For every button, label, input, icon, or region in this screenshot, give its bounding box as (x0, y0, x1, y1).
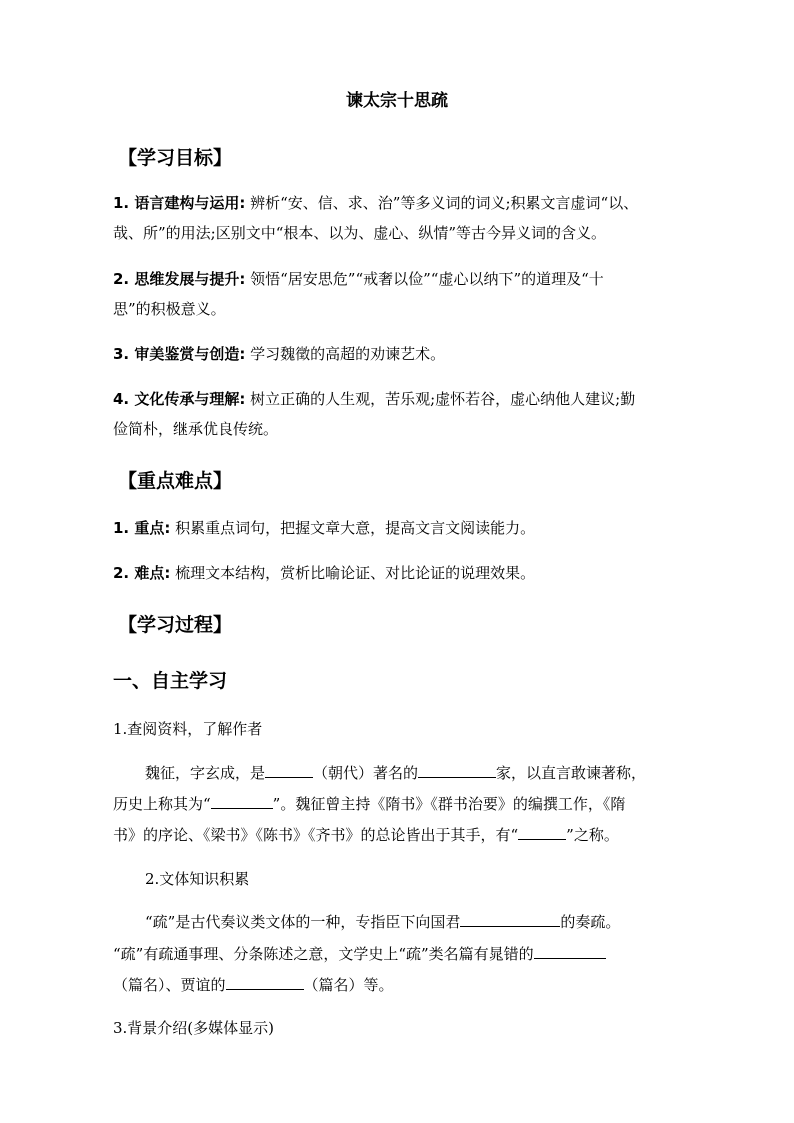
question-3-heading: 3.背景介绍(多媒体显示) (113, 1019, 275, 1037)
objective-text-cont: 俭简朴，继承优良传统。 (113, 420, 279, 438)
question-1-line-3 (113, 820, 619, 850)
question-1-line-2 (113, 789, 625, 819)
objective-item-1 (113, 188, 687, 248)
objective-label: 4. 文化传承与理解: (113, 390, 246, 408)
text-segment: （篇名）等。 (303, 976, 394, 994)
keypoint-item-2 (113, 558, 687, 588)
text-segment: 魏征，字玄成，是 (145, 764, 266, 782)
text-segment: 的奏疏。 (560, 913, 621, 931)
text-segment: （朝代）著名的 (313, 764, 419, 782)
fill-blank[interactable] (534, 940, 606, 959)
text-segment: 历史上称其为“ (113, 795, 211, 813)
question-2-line-2 (113, 939, 606, 969)
fill-blank[interactable] (265, 759, 313, 778)
objective-text: 学习魏徵的高超的劝谏艺术。 (245, 345, 446, 363)
question-2-line-3 (113, 970, 394, 1000)
objective-label: 1. 语言建构与运用: (113, 194, 246, 212)
objective-item-3 (113, 339, 687, 369)
question-1-heading: 1.查阅资料，了解作者 (113, 720, 263, 738)
text-segment: ”。魏征曾主持《隋书》《群书治要》的编撰工作，《隋 (272, 795, 626, 813)
objective-text-cont: 哉、所”的用法;区别文中“根本、以为、虚心、纵情”等古今异义词的含义。 (113, 224, 607, 242)
keypoint-item-1 (113, 513, 687, 543)
fill-blank[interactable] (418, 759, 496, 778)
keypoint-label: 1. 重点: (113, 519, 171, 537)
objective-text: 辨析“安、信、求、治”等多义词的词义;积累文言虚词“以、 (245, 194, 639, 212)
text-segment: 书》的序论、《梁书》《陈书》《齐书》的总论皆出于其手，有“ (113, 826, 519, 844)
objective-label: 2. 思维发展与提升: (113, 270, 246, 288)
part-heading-self-study: 一、自主学习 (113, 670, 228, 692)
keypoint-text: 梳理文本结构，赏析比喻论证、对比论证的说理效果。 (170, 564, 536, 582)
page-title: 谏太宗十思疏 (346, 91, 448, 111)
objective-item-4 (113, 384, 687, 444)
objective-label: 3. 审美鉴赏与创造: (113, 345, 246, 363)
section-header-objectives: 【学习目标】 (118, 147, 233, 169)
keypoint-text: 积累重点词句，把握文章大意，提高文言文阅读能力。 (170, 519, 536, 537)
objective-item-2 (113, 264, 687, 324)
question-1-line-1 (145, 758, 646, 788)
fill-blank[interactable] (226, 971, 304, 990)
fill-blank[interactable] (211, 790, 273, 809)
question-2-heading: 2.文体知识积累 (145, 870, 250, 888)
objective-text: 领悟“居安思危”“戒奢以俭”“虚心以纳下”的道理及“十 (245, 270, 604, 288)
section-header-process: 【学习过程】 (118, 614, 233, 636)
text-segment: ”之称。 (566, 826, 619, 844)
text-segment: （篇名）、贾谊的 (113, 976, 226, 994)
keypoint-label: 2. 难点: (113, 564, 171, 582)
objective-text-cont: 思”的积极意义。 (113, 300, 226, 318)
text-segment: “疏”是古代奏议类文体的一种，专指臣下向国君 (145, 913, 461, 931)
fill-blank[interactable] (460, 908, 560, 927)
question-2-line-1 (145, 907, 620, 937)
objective-text: 树立正确的人生观，苦乐观;虚怀若谷，虚心纳他人建议;勤 (245, 390, 636, 408)
text-segment: “疏”有疏通事理、分条陈述之意，文学史上“疏”类名篇有晁错的 (113, 945, 534, 963)
fill-blank[interactable] (518, 821, 566, 840)
section-header-keypoints: 【重点难点】 (118, 470, 233, 492)
text-segment: 家，以直言敢谏著称， (496, 764, 647, 782)
